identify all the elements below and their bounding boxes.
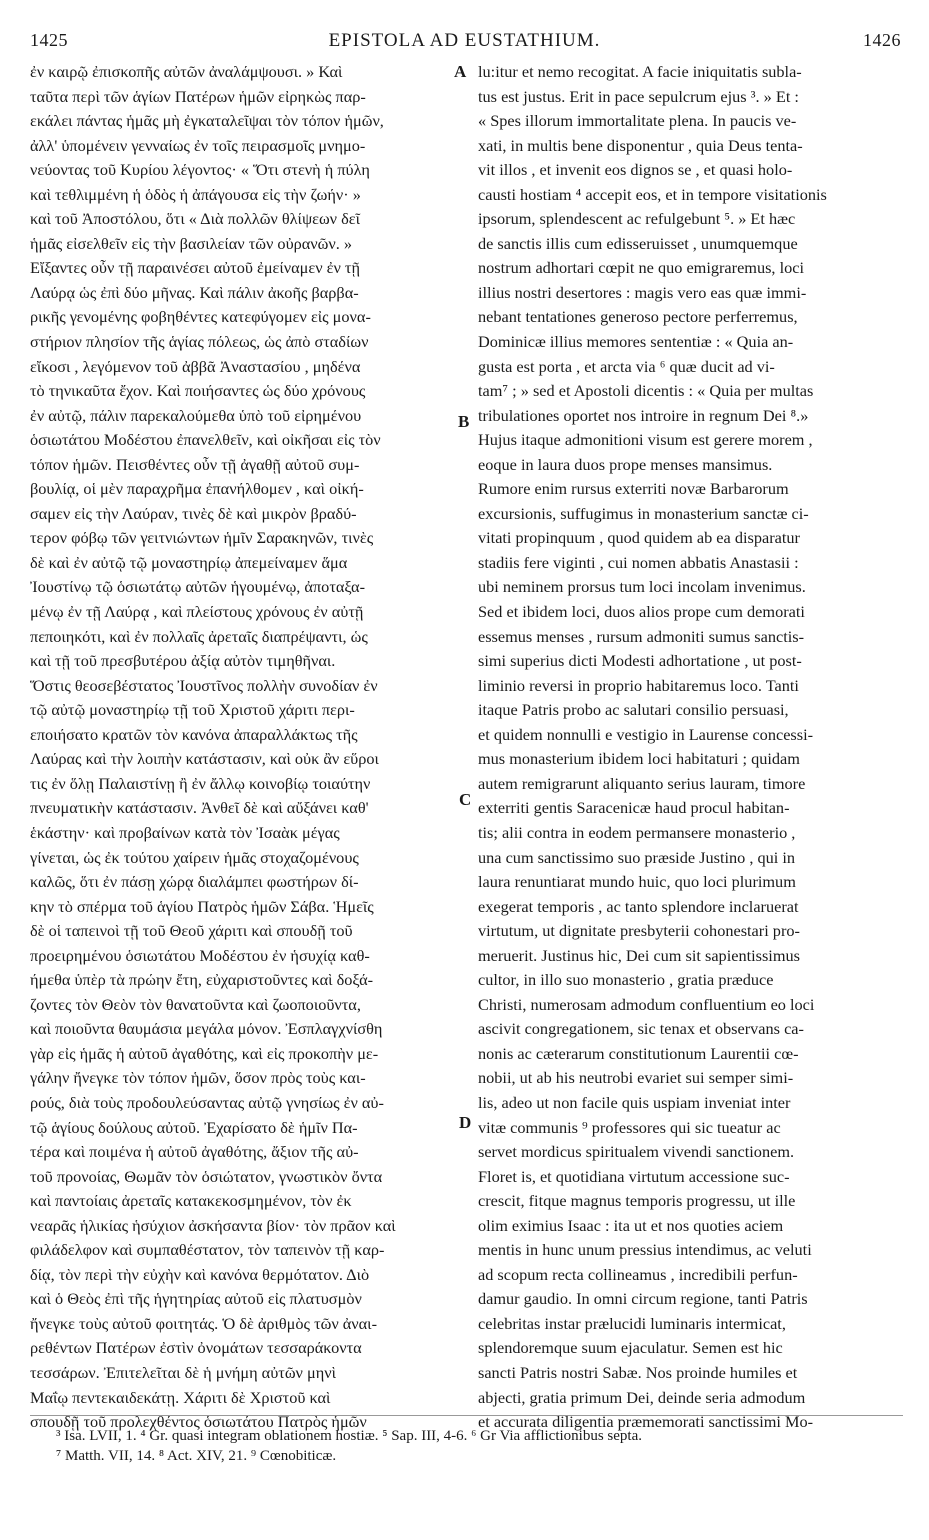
text-line: ascivit congregationem, sic tenax et observans ca- [478, 1019, 804, 1039]
text-line: νεαρᾶς ἡλικίας ἡσύχιον ἀσκήσαντα βίον· τὸν πρᾶον καὶ [30, 1215, 396, 1235]
text-line: ἐν αὐτῷ, πάλιν παρεκαλούμεθα ὑπὸ τοῦ εἰρημένου [30, 405, 362, 425]
text-line: Λαύρᾳ ὡς ἐπὶ δύο μῆνας. Καὶ πάλιν ἀκοῆς βαρβα- [30, 282, 359, 302]
text-line: excursionis, suffugimus in monasterium sanctæ ci- [478, 503, 809, 523]
text-line: olim eximius Isaac : ita ut et nos quoties aciem [478, 1215, 784, 1235]
text-line: νεύοντας τοῦ Κυρίου λέγοντος· « Ὅτι στενὴ ἡ πύλη [30, 160, 370, 180]
text-line: de sanctis illis cum edisseruisset , unumquemque [478, 233, 798, 253]
text-line: gusta est porta , et arcta via ⁶ quæ ducit ad vi- [478, 356, 775, 376]
text-line: τεσσάρων. Ἐπιτελεῖται δὲ ἡ μνήμη αὐτῶν μηνὶ [30, 1362, 336, 1382]
text-line: ἡμᾶς εἰσελθεῖν εἰς τὴν βασιλείαν τῶν οὐρανῶν. » [30, 233, 352, 253]
text-line: essemus menses , rursum admoniti sumus sanctis- [478, 626, 805, 646]
text-line: cultor, in illo suo monasterio , gratia præduce [478, 970, 774, 990]
text-line: autem remigrarunt aliquanto serius lauram, timore [478, 773, 806, 793]
text-line: σπουδῇ τοῦ προλεχθέντος ὁσιωτάτου Πατρὸς ἡμῶν [30, 1412, 367, 1432]
text-line: ubi neminem prorsus tum loci incolam invenimus. [478, 577, 806, 597]
text-line: et accurata diligentia præmemorati sanctissimi Mo- [478, 1412, 814, 1432]
text-line: tis; alii contra in eodem permansere monasterio , [478, 822, 796, 842]
text-line: xati, in multis bene disponentur , quia Deus tenta- [478, 135, 803, 155]
text-line: causti hostiam ⁴ accepit eos, et in tempore visitationis [478, 184, 827, 204]
text-line: τοῦ προνοίας, Θωμᾶν τὸν ὁσιώτατον, γνωστικὸν ὄντα [30, 1166, 383, 1186]
text-line: servet mordicus spiritualem vivendi sanctionem. [478, 1142, 795, 1162]
text-line: Ἰουστίνῳ τῷ ὁσιωτάτῳ αὐτῶν ἡγουμένῳ, ἀποταξα- [30, 577, 365, 597]
text-line: τὸ τηνικαῦτα ἔχον. Καὶ ποιήσαντες ὡς δύο χρόνους [30, 381, 366, 401]
text-line: ταῦτα περὶ τῶν ἁγίων Πατέρων ἡμῶν εἰρηκὼς παρ- [30, 86, 366, 106]
text-line: καλῶς, ὅτι ἐν πάσῃ χώρᾳ διαλάμπει φωστήρων δί- [30, 872, 359, 892]
text-line: mentis in hunc unum pressius intendimus, ac veluti [478, 1240, 812, 1260]
text-line: damur gaudio. In omni circum regione, tanti Patris [478, 1289, 808, 1309]
text-line: δὲ οἱ ταπεινοὶ τῇ τοῦ Θεοῦ χάριτι καὶ σπουδῇ τοῦ [30, 921, 353, 941]
text-line: simi superius dicti Modesti adhortatione , ut post- [478, 651, 802, 671]
text-line: ἀλλ' ὑπομένειν γενναίως ἐν τοῖς πειρασμοῖς μνημο- [30, 135, 366, 155]
text-line: laura renuntiarat mundo huic, quo loci plurimum [478, 872, 796, 892]
text-line: ζοντες τὸν Θεὸν τὸν θανατοῦντα καὶ ζωοποιοῦντα, [30, 994, 361, 1014]
text-line: καὶ τῇ τοῦ πρεσβυτέρου ἀξίᾳ αὐτὸν τιμηθῆναι. [30, 651, 336, 671]
text-line: nebant tentationes generoso pectore perferremus, [478, 307, 798, 327]
text-line: nonis ac cæterarum constitutionum Laurentii cœ- [478, 1043, 799, 1063]
text-line: una cum sanctissimo suo præside Justino , qui in [478, 847, 796, 867]
text-line: προειρημένου ὁσιωτάτου Μοδέστου ἐν ἡσυχίᾳ καθ- [30, 945, 370, 965]
text-line: Dominicæ illius memores sententiæ : « Quia an- [478, 332, 794, 352]
greek-text-column [30, 60, 455, 1435]
text-line: τις ἐν ὅλῃ Παλαιστίνῃ ἢ ἐν ἄλλῳ κοινοβίῳ τοιαύτην [30, 773, 371, 793]
text-line: nobii, ut ab his neutrobi evariet sui semper simi- [478, 1068, 794, 1088]
text-line: illius nostri desertores : magis vero eas quæ immi- [478, 282, 807, 302]
text-line: ἐν καιρῷ ἐπισκοπῆς αὐτῶν ἀναλάμψουσι. » Καὶ [30, 62, 343, 81]
margin-marker-d: D [459, 1113, 472, 1132]
text-line: stadiis fere viginti , cui nomen abbatis Anastasii : [478, 552, 799, 572]
right-page-number: 1426 [863, 30, 901, 50]
text-line: Christi, numerosam admodum confluentium eo loci [478, 994, 815, 1014]
text-line: δίᾳ, τὸν περὶ τὴν εὐχὴν καὶ κανόνα θερμότατον. Διὸ [30, 1264, 370, 1284]
text-line: ἑκάστην· καὶ προβαίνων κατὰ τὸν Ἰσαὰκ μέγας [30, 822, 340, 842]
text-line: μένῳ ἐν τῇ Λαύρᾳ , καὶ πλείστους χρόνους ἐν αὐτῇ [30, 602, 364, 622]
text-line: γίνεται, ὡς ἐκ τούτου χαίρειν ἡμᾶς στοχαζομένους [30, 847, 359, 867]
text-line: Sed et ibidem loci, duos alios prope cum demorati [478, 602, 805, 622]
text-line: στήριον πλησίον τῆς ἁγίας πόλεως, ὡς ἀπὸ σταδίων [30, 332, 369, 352]
running-title: EPISTOLA AD EUSTATHIUM. [328, 30, 601, 51]
text-line: εποιήσατο κρατῶν τὸν κανόνα ἀπαραλλάκτως τῆς [30, 724, 358, 744]
text-line: sancti Patris nostri Sabæ. Nos proinde humiles et [478, 1362, 798, 1382]
text-line: celebritas instar prælucidi luminaris intermicat, [478, 1313, 786, 1333]
text-line: lu:itur et nemo recogitat. A facie iniquitatis subla- [478, 62, 802, 81]
text-line: Hujus itaque admonitioni visum est gerere morem , [478, 430, 813, 450]
margin-marker-a: A [454, 62, 467, 81]
text-line: lis, adeo ut non facile quis uspiam inveniat inter [478, 1092, 791, 1112]
footnote-line: ⁷ Matth. VII, 14. ⁸ Act. XIV, 21. ⁹ Cœnobiticæ. [56, 1448, 337, 1464]
text-line: πεποιηκότι, καὶ ἐν πολλαῖς ἀρεταῖς διαπρέψαντι, ὡς [30, 626, 368, 646]
text-line: εκάλει πάντας ἡμᾶς μὴ ἐγκαταλεῖψαι τὸν τόπον ἡμῶν, [30, 111, 384, 131]
text-line: ipsorum, splendescent ac refulgebunt ⁵. » Et hæc [478, 209, 796, 229]
text-line: abjecti, gratia primum Dei, deinde seria admodum [478, 1387, 806, 1407]
text-line: ρούς, διὰ τοὺς προδουλεύσαντας αὐτῷ γνησίως ἐν αὐ- [30, 1092, 384, 1112]
text-line: Εἴξαντες οὖν τῇ παραινέσει αὐτοῦ ἐμείναμεν ἐν τῇ [30, 258, 360, 278]
text-line: mus monasterium ibidem loci habitaturi ; quidam [478, 749, 800, 769]
text-line: καὶ ὁ Θεὸς ἐπὶ τῆς ἡγητηρίας αὐτοῦ εἰς πλατυσμὸν [30, 1289, 362, 1309]
text-line: πνευματικὴν κατάστασιν. Ἀνθεῖ δὲ καὶ αὔξάνει καθ' [30, 798, 369, 818]
text-line: τόπον ἡμῶν. Πεισθέντες οὖν τῇ ἀγαθῇ αὐτοῦ συμ- [30, 454, 360, 474]
text-line: ἤνεγκε τοὺς αὐτοῦ φοιτητάς. Ὁ δὲ ἀριθμὸς τῶν ἀναι- [30, 1313, 377, 1333]
text-line: ρεθέντων Πατέρων ἐστὶν ὀνομάτων τεσσαράκοντα [30, 1338, 362, 1358]
footnotes [56, 1426, 642, 1466]
text-line: τῷ ἁγίους δούλους αὐτοῦ. Ἐχαρίσατο δὲ ἡμῖν Πα- [30, 1117, 358, 1137]
text-line: virtutum, ut dignitate presbyterii cohonestari pro- [478, 921, 800, 941]
text-line: ρικῆς γενομένης φοβηθέντες κατεφύγομεν εἰς μονα- [30, 307, 371, 327]
text-line: tribulationes oportet nos introire in regnum Dei ⁸.» [478, 405, 809, 425]
margin-marker-c: C [459, 790, 472, 809]
text-line: Λαύρας καὶ τὴν λοιπὴν κατάστασιν, καὶ οὐκ ἂν εὕροι [30, 749, 379, 769]
footnote-divider [30, 1415, 903, 1416]
text-line: καὶ τοῦ Ἀποστόλου, ὅτι « Διὰ πολλῶν θλίψεων δεῖ [30, 209, 361, 229]
footnote-line: ³ Isa. LVII, 1. ⁴ Gr. quasi integram oblationem hostiæ. ⁵ Sap. III, 4-6. ⁶ Gr Via afflictionibus septa. [56, 1428, 642, 1444]
text-line: Floret is, et quotidiana virtutum accessione suc- [478, 1166, 790, 1186]
text-line: exegerat temporis , ac tanto splendore inclaruerat [478, 896, 799, 916]
text-line: βουλίᾳ, οἱ μὲν παραχρῆμα ἐπανήλθομεν , καὶ οἰκή- [30, 479, 364, 499]
text-line: Ὅστις θεοσεβέστατος Ἰουστῖνος πολλὴν συνοδίαν ἐν [30, 675, 378, 695]
text-line: τερον φόβῳ τῶν γειτνιώντων ἡμῖν Σαρακηνῶν, τινὲς [30, 528, 374, 548]
text-line: meruerit. Justinus hic, Dei cum sit sapientissimus [478, 945, 800, 965]
text-line: τέρα καὶ ποιμένα ἡ αὐτοῦ ἀγαθότης, ἄξιον τῆς αὐ- [30, 1142, 359, 1162]
text-line: γὰρ εἰς ἡμᾶς ἡ αὐτοῦ ἀγαθότης, καὶ εἰς προκοπὴν με- [30, 1043, 379, 1063]
text-line: exterriti gentis Saracenicæ haud procul habitan- [478, 798, 790, 818]
margin-marker-b: B [458, 412, 470, 431]
text-line: liminio reversi in proprio habitaremus loco. Tanti [478, 675, 799, 695]
text-line: nostrum adhortari cœpit ne quo emigraremus, loci [478, 258, 804, 278]
text-line: vitæ communis ⁹ professores qui sic tueatur ac [478, 1117, 781, 1137]
text-line: tus est justus. Erit in pace sepulcrum ejus ³. » Et : [478, 86, 799, 106]
text-line: vitati propinquum , quod quidem ab ea disparatur [478, 528, 800, 548]
text-line: καὶ τεθλιμμένη ἡ ὁδὸς ἡ ἀπάγουσα εἰς τὴν ζωήν· » [30, 184, 361, 204]
text-line: εἴκοσι , λεγόμενον τοῦ ἀββᾶ Ἀναστασίου , μηδένα [30, 356, 361, 376]
text-line: ήμεθα ὑπὲρ τὰ πρώην ἔτη, εὐχαριστοῦντες καὶ δοξά- [30, 970, 374, 990]
text-line: φιλάδελφον καὶ συμπαθέστατον, τὸν ταπεινὸν τῇ καρ- [30, 1240, 385, 1260]
text-line: κην τὸ σπέρμα τοῦ ἁγίου Πατρὸς ἡμῶν Σάβα. Ἡμεῖς [30, 896, 374, 916]
text-line: καὶ παντοίαις ἀρεταῖς κατακεκοσμημένον, τὸν ἐκ [30, 1191, 352, 1211]
text-line: vit illos , et invenit eos dignos se , et quasi holo- [478, 160, 793, 180]
text-line: Rumore enim rursus exterriti novæ Barbarorum [478, 479, 789, 499]
text-line: crescit, fitque magnus temporis progressu, ut ille [478, 1191, 796, 1211]
text-line: τῷ αὐτῷ μοναστηρίῳ τῇ τοῦ Χριστοῦ χάριτι περι- [30, 700, 355, 720]
text-line: itaque Patris probo ac salutari consilio persuasi, [478, 700, 789, 720]
text-line: splendoremque suum ejaculatur. Semen est hic [478, 1338, 783, 1358]
text-line: eoque in laura duos prope menses mansimus. [478, 454, 773, 474]
text-line: Μαΐῳ πεντεκαιδεκάτῃ. Χάριτι δὲ Χριστοῦ καὶ [30, 1387, 331, 1407]
text-line: « Spes illorum immortalitate plena. In paucis ve- [478, 111, 797, 131]
text-line: ad scopum recta collineamus , incredibili perfun- [478, 1264, 798, 1284]
text-line: tam⁷ ; » sed et Apostoli dicentis : « Quia per multas [478, 381, 814, 401]
left-page-number: 1425 [30, 30, 68, 50]
text-line: ὁσιωτάτου Μοδέστου ἐπανελθεῖν, καὶ οἰκῆσαι εἰς τὸν [30, 430, 381, 450]
latin-text-column [478, 60, 903, 1435]
text-line: γάλην ἤνεγκε τὸν τόπον ἡμῶν, ὅσον πρὸς τοὺς και- [30, 1068, 366, 1088]
text-line: et quidem nonnulli e vestigio in Laurense concessi- [478, 724, 814, 744]
text-line: σαμεν εἰς τὴν Λαύραν, τινὲς δὲ καὶ μικρὸν βραδύ- [30, 503, 357, 523]
text-line: καὶ ποιοῦντα θαυμάσια μεγάλα μόνον. Ἐσπλαγχνίσθη [30, 1019, 383, 1039]
text-line: δὲ καὶ ἐν αὐτῷ τῷ μοναστηρίῳ ἀπεμείναμεν ἅμα [30, 552, 348, 572]
